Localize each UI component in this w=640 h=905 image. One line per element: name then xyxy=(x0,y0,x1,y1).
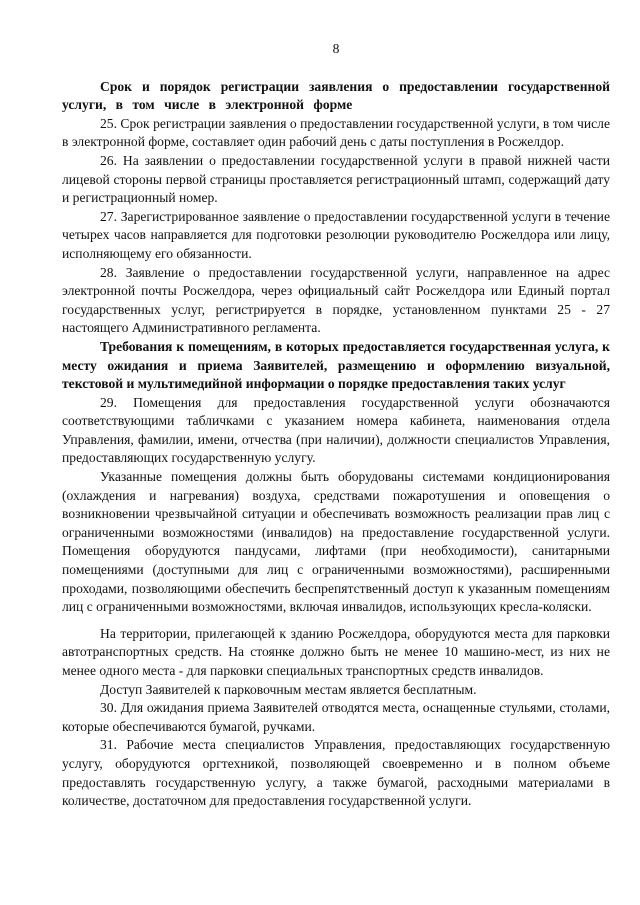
paragraph-28: 28. Заявление о предоставлении государственной услуги, направленное на адрес электронной почты Росжелдора, через официальный сайт Росжелдора или Единый портал государственных услуг, регистрируется в порядке, установленном пунктами 25 - 27 настоящего Административного регламента. xyxy=(62,264,610,336)
section-heading-premises: Требования к помещениям, в которых предоставляется государственная услуга, к месту ожидания и приема Заявителей, размещению и оформлению визуальной, текстовой и мультимедийной информации о порядке предоставления таких услуг xyxy=(62,338,610,392)
paragraph-parking: На территории, прилегающей к зданию Росжелдора, оборудуются места для парковки автотранспортных средств. На стоянке должно быть не менее 10 машино-мест, из них не менее одного места - для парковки специальных транспортных средств инвалидов. xyxy=(62,625,610,678)
paragraph-25: 25. Срок регистрации заявления о предоставлении государственной услуги, в том числе в электронной форме, составляет один рабочий день с даты поступления в Росжелдор. xyxy=(62,115,610,150)
paragraph-parking-free: Доступ Заявителей к парковочным местам является бесплатным. xyxy=(100,681,477,697)
section-heading-registration: Срок и порядок регистрации заявления о предоставлении государственной услуги, в том числе в электронной форме xyxy=(62,78,610,113)
paragraph-31: 31. Рабочие места специалистов Управления, предоставляющих государственную услугу, оборудуются оргтехникой, позволяющей своевременно и в полном объеме предоставлять государственную услугу, а также бумагой, расходными материалами в количестве, достаточном для предоставления государственной услуги. xyxy=(62,737,610,809)
paragraph-30: 30. Для ожидания приема Заявителей отводятся места, оснащенные стульями, столами, которые обеспечиваются бумагой, ручками. xyxy=(62,700,610,734)
paragraph-premises-equipment: Указанные помещения должны быть оборудованы системами кондиционирования (охлаждения и нагревания) воздуха, средствами пожаротушения и оповещения о возникновении чрезвычайной ситуации и обеспечивать возможность реализации прав лиц с ограниченными возможностями (инвалидов) на предоставление государственной услуги. Помещения оборудуются пандусами, лифтами (при необходимости), санитарными помещениями (доступными для лиц с ограниченными возможностями), расширенными проходами, позволяющими обеспечить беспрепятственный доступ к указанным помещениям лиц с ограниченными возможностями, включая инвалидов, использующих кресла-коляски. xyxy=(62,469,610,615)
page-number: 8 xyxy=(332,41,340,56)
paragraph-27: 27. Зарегистрированное заявление о предоставлении государственной услуги в течение четырех часов направляется для подготовки резолюции руководителю Росжелдора или лицу, исполняющему его обязанности. xyxy=(62,208,610,261)
paragraph-26: 26. На заявлении о предоставлении государственной услуги в правой нижней части лицевой стороны первой страницы проставляется регистрационный штамп, содержащий дату и регистрационный номер. xyxy=(62,152,610,206)
paragraph-29: 29. Помещения для предоставления государственной услуги обозначаются соответствующими табличками с указанием номера кабинета, наименования отдела Управления, фамилии, имени, отчества (при наличии), должности специалистов Управления, предоставляющих государственную услугу. xyxy=(62,394,610,466)
